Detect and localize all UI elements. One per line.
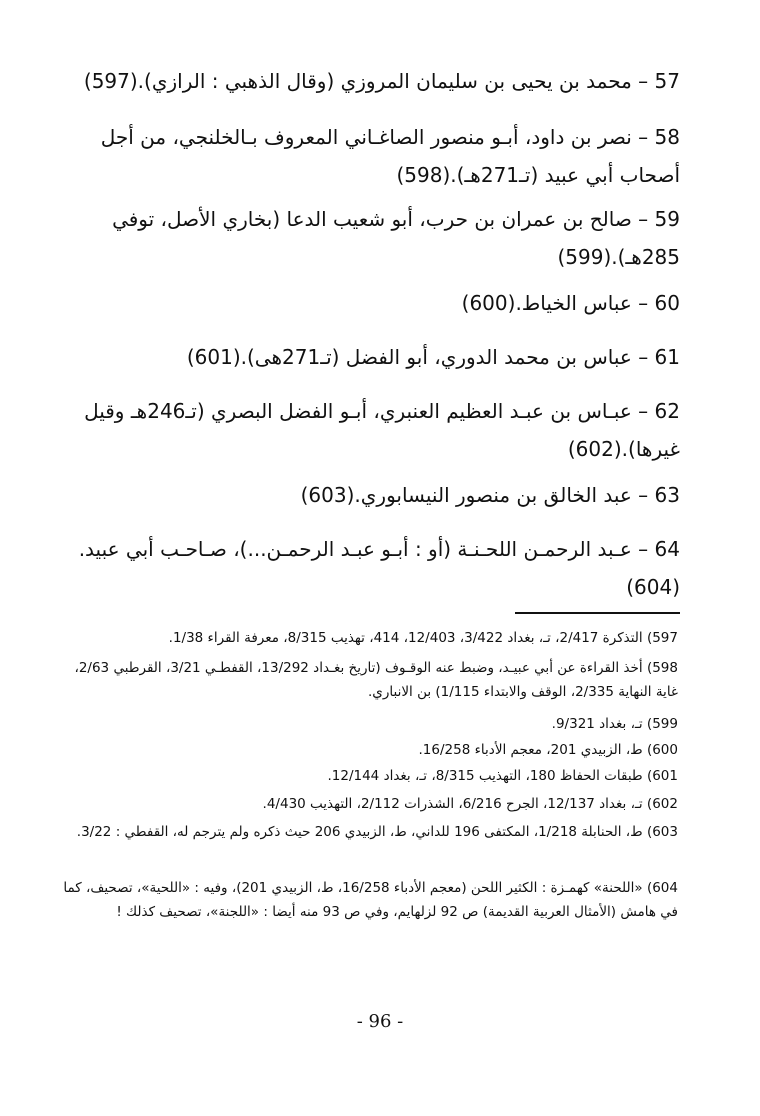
- entry-59: 59 – صالح بن عمران بن حرب، أبو شعيب الدعا (بخاري الأصل، توفي 285هـ).(599): [112, 207, 680, 269]
- entry-61: 61 – عباس بن محمد الدوري، أبو الفضل (تـ271هى).(601): [186, 345, 680, 369]
- entry-64: 64 – عـبد الرحمـن اللحـنـة (أو : أبـو عبـد الرحمـن...)، صـاحـب أبي عبيد.(604): [78, 537, 680, 599]
- entry-57: 57 – محمد بن يحيى بن سليمان المروزي (وقال الذهبي : الرازي).(597): [83, 69, 680, 93]
- entry-62: 62 – عبـاس بن عبـد العظيم العنبري، أبـو الفضل البصري (تـ246هـ وقيل غيرها).(602): [84, 399, 680, 461]
- footnote-602: 602) تـ، بغداد 12/137، الجرح 6/216، الشذرات 2/112، التهذيب 4/430.: [262, 796, 678, 812]
- page-number: - 96 -: [356, 1011, 404, 1032]
- entry-58: 58 – نصر بن داود، أبـو منصور الصاغـاني المعروف بـالخلنجي، من أجل أصحاب أبي عبيد (تـ271هـ).(598): [100, 125, 680, 187]
- footnote-597: 597) التذكرة 2/417، تـ، بغداد 3/422، 12/403، 414، تهذيب 8/315، معرفة القراء 1/38.: [168, 630, 678, 646]
- footnote-600: 600) ط، الزبيدي 201، معجم الأدباء 16/258.: [418, 742, 678, 758]
- footnote-divider: [515, 612, 680, 614]
- footnote-598: 598) أخذ القراءة عن أبي عبيـد، وضبط عنه الوقـوف (تاريخ بغـداد 13/292، القفطـي 3/21، القرطبي 2/63، غاية النهاية 2/335، الوقف والابتداء 1/115) بن الانباري.: [74, 660, 678, 700]
- footnote-603: 603) ط، الحنابلة 1/218، المكتفى 196 للداني، ط، الزبيدي 206 حيث ذكره ولم يترجم له، القفطي : 3/22.: [76, 824, 678, 840]
- footnote-599: 599) تـ، بغداد 9/321.: [551, 716, 678, 732]
- footnote-604: 604) «اللحنة» كهمـزة : الكثير اللحن (معجم الأدباء 16/258، ط، الزبيدي 201)، وفيه : «اللحية»، تصحيف، كما في هامش (الأمثال العربية القديمة) ص 92 لزلهايم، وفي ص 93 منه أيضا : «اللجنة»، تصحيف كذلك !: [63, 880, 678, 920]
- entry-60: 60 – عباس الخياط.(600): [461, 291, 680, 315]
- entry-63: 63 – عبد الخالق بن منصور النيسابوري.(603): [300, 483, 680, 507]
- footnote-601: 601) طبقات الحفاظ 180، التهذيب 8/315، تـ، بغداد 12/144.: [327, 768, 678, 784]
